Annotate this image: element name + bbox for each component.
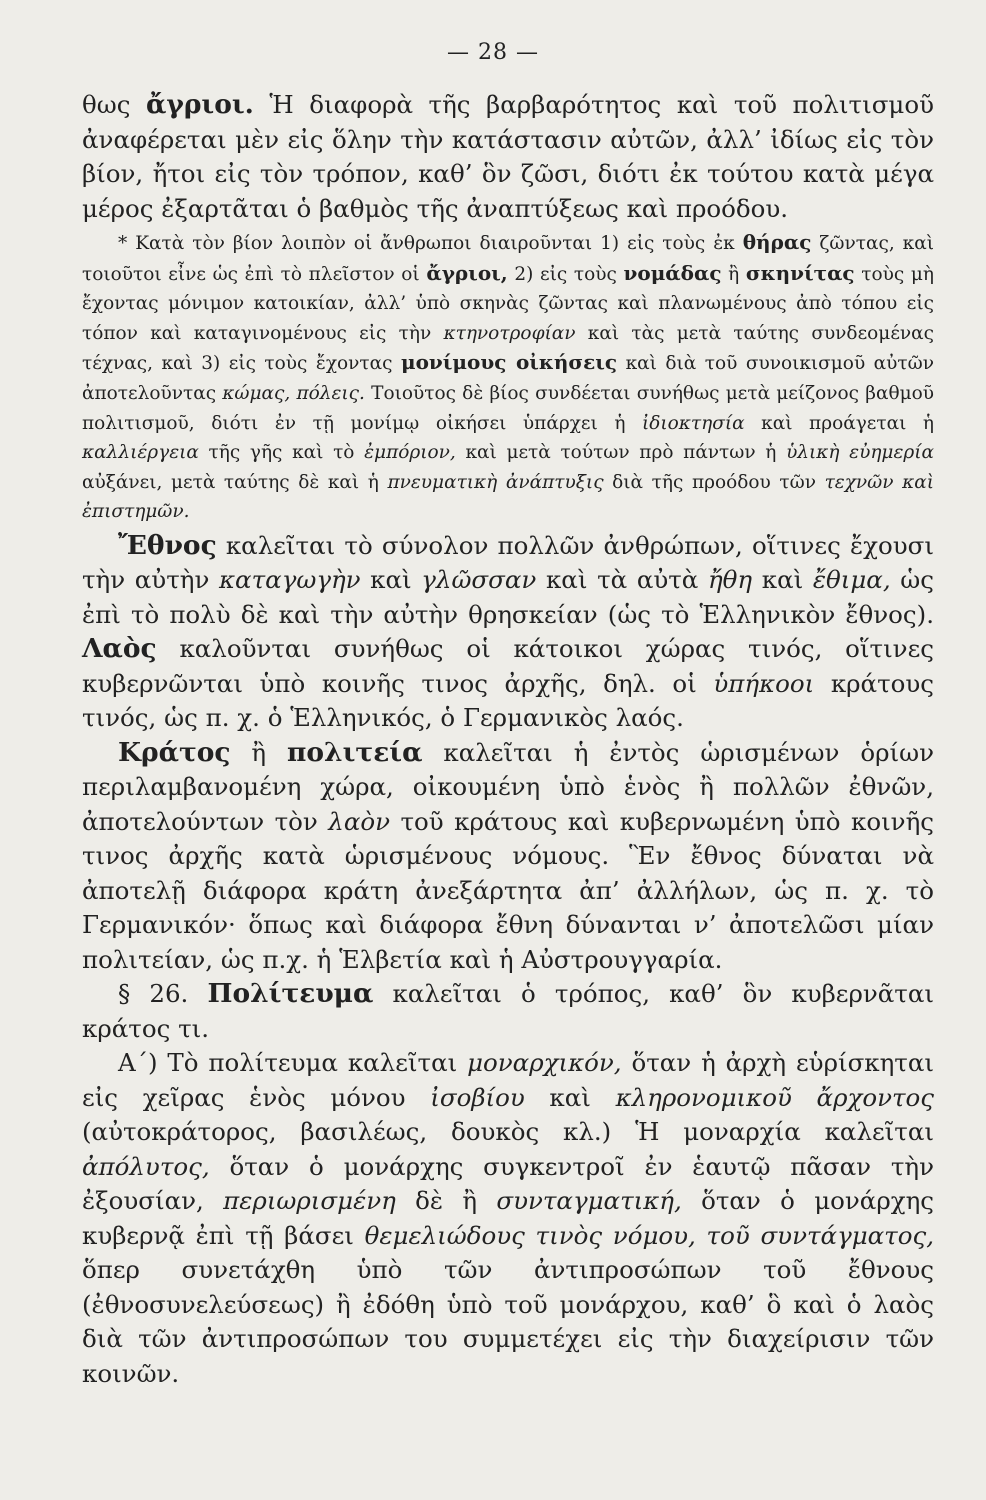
- text: αὐξάνει, μετὰ ταύτης δὲ καὶ ἡ: [82, 471, 388, 493]
- text: καὶ προάγεται ἡ: [744, 412, 934, 434]
- paragraph-state: [82, 736, 934, 978]
- text: ὅταν ἡ ἀρχὴ εὑρίσκηται εἰς χεῖρας ἑνὸς μόνου: [82, 1048, 935, 1112]
- text: δὲ ἢ: [395, 1186, 497, 1216]
- text: τοῦ κράτους καὶ κυβερνωμένη ὑπὸ κοινῆς τινος ἀρχῆς κατὰ ὡρισμένους νόμους. Ἓν ἔθνος δύναται νὰ ἀποτελῇ διάφορα κράτη ἀνεξάρτητα ἀπ’ ἀλλήλων, ὡς π. χ. τὸ Γερμανικόν· ὅπως καὶ διάφορα ἔθνη δύνανται ν’ ἀποτελῶσι μίαν πολιτείαν, ὡς π.χ. ἡ Ἑλβετία καὶ ἡ Αὐστρουγγαρία.: [82, 806, 934, 974]
- bold-term: ἄγριοι.: [146, 89, 254, 120]
- bold-term: μονίμους οἰκήσεις: [400, 350, 618, 375]
- page-body: [82, 88, 934, 1391]
- italic-term: ὑπήκοοι: [713, 668, 815, 698]
- text: καλεῖται τὸ σύνολον πολλῶν ἀνθρώπων, οἵτινες ἔχουσι τὴν αὐτὴν: [82, 530, 934, 595]
- paragraph-section-26: [82, 977, 934, 1046]
- italic-term: λαὸν: [328, 806, 391, 836]
- text: κράτους τινός, ὡς π. χ. ὁ Ἑλληνικός, ὁ Γερμανικὸς λαός.: [82, 668, 935, 733]
- italic-term: συνταγματική,: [496, 1186, 682, 1216]
- text: ζῶντας, καὶ τοιοῦτοι εἶνε ὡς ἐπὶ τὸ πλεῖστον οἱ: [82, 233, 934, 285]
- footnote-ways-of-life: [82, 228, 934, 527]
- italic-term: ἤθη: [708, 565, 753, 595]
- text: Ἡ διαφορὰ τῆς βαρβαρότητος καὶ τοῦ πολιτισμοῦ ἀναφέρεται μὲν εἰς ὅλην τὴν κατάστασιν αὐτῶν, ἀλλ’ ἰδίως εἰς τὸν βίον, ἤτοι εἰς τὸν τρόπον, καθ’ ὃν ζῶσι, διότι ἐκ τούτου κατὰ μέγα μέρος ἐξαρτᾶται ὁ βαθμὸς τῆς ἀναπτύξεως καὶ προόδου.: [82, 90, 934, 223]
- italic-term: καλλιέργεια: [82, 442, 199, 464]
- bold-term: πολιτεία: [287, 736, 423, 768]
- text: 2) εἰς τοὺς: [507, 263, 624, 285]
- text: διὰ τῆς προόδου τῶν: [603, 471, 825, 493]
- italic-term: ἀπόλυτος,: [82, 1151, 210, 1181]
- text: καλοῦνται συνήθως οἱ κάτοικοι χώρας τινός, οἵτινες κυβερνῶνται ὑπὸ κοινῆς τινος ἀρχῆς, δηλ. οἱ: [82, 634, 934, 698]
- italic-term: ἐμπόριον,: [364, 442, 456, 464]
- bold-term: Ἔθνος: [118, 529, 217, 561]
- paragraph-monarchy: [82, 1046, 934, 1391]
- section-mark: § 26.: [118, 979, 208, 1009]
- italic-term: καταγωγὴν: [218, 565, 361, 595]
- text: * Κατὰ τὸν βίον λοιπὸν οἱ ἄνθρωποι διαιροῦνται 1) εἰς τοὺς ἐκ: [118, 233, 743, 254]
- text: τοὺς μὴ ἔχοντας μόνιμον κατοικίαν, ἀλλ’ ὑπὸ σκηνὰς ζῶντας καὶ πλανωμένους ἀπὸ τόπου εἰς τόπον καὶ καταγινομένους εἰς τὴν: [82, 263, 934, 344]
- italic-term: κληρονομικοῦ ἄρχοντος: [615, 1082, 935, 1112]
- text: ὅταν ὁ μονάρχης κυβερνᾷ ἐπὶ τῇ βάσει: [82, 1186, 934, 1250]
- text: ἢ: [721, 263, 746, 285]
- italic-term: τεχνῶν καὶ ἐπιστημῶν.: [82, 471, 934, 523]
- text: Α΄) Τὸ πολίτευμα καλεῖται: [118, 1048, 468, 1078]
- italic-term: ἔθιμα,: [812, 565, 891, 595]
- text: τῆς γῆς καὶ τὸ: [198, 442, 365, 464]
- bold-term: Λαὸς: [82, 633, 157, 665]
- paragraph-savages: [82, 88, 934, 226]
- italic-term: ὑλικὴ εὐημερία: [786, 442, 935, 464]
- text: καλεῖται ὁ τρόπος, καθ’ ὃν κυβερνᾶται κράτος τι.: [82, 979, 934, 1043]
- text: (αὐτοκράτορος, βασιλέως, δουκὸς κλ.) Ἡ μοναρχία καλεῖται: [82, 1117, 934, 1147]
- bold-term: νομάδας: [623, 260, 722, 285]
- text: ὡς ἐπὶ τὸ πολὺ δὲ καὶ τὴν αὐτὴν θρησκείαν (ὡς τὸ Ἑλληνικὸν ἔθνος).: [82, 565, 934, 629]
- italic-term: μοναρχικόν,: [467, 1048, 622, 1078]
- bold-term: σκηνίτας: [745, 260, 855, 285]
- text: καὶ: [752, 565, 813, 595]
- text: ὅταν ὁ μονάρχης συγκεντροῖ ἐν ἑαυτῷ πᾶσαν τὴν ἐξουσίαν,: [82, 1151, 934, 1216]
- text: καὶ τὰς μετὰ ταύτης συνδεομένας τέχνας, καὶ 3) εἰς τοὺς ἔχοντας: [82, 322, 935, 375]
- text: καλεῖται ἡ ἐντὸς ὡρισμένων ὁρίων περιλαμβανομένη χώρα, οἰκουμένη ὑπὸ ἑνὸς ἢ πολλῶν ἐθνῶν, ἀποτελούντων τὸν: [82, 737, 934, 836]
- text: καὶ τὰ αὐτὰ: [536, 565, 708, 595]
- bold-term: Πολίτευμα: [207, 978, 374, 1010]
- text: καὶ διὰ τοῦ συνοικισμοῦ αὐτῶν ἀποτελοῦντας: [82, 353, 934, 404]
- text: καὶ: [524, 1082, 616, 1112]
- paragraph-nation-people: [82, 529, 934, 736]
- italic-term: κώμας, πόλεις.: [222, 382, 365, 404]
- text: ἢ: [230, 737, 288, 767]
- text: ὅπερ συνετάχθη ὑπὸ τῶν ἀντιπροσώπων τοῦ ἔθνους (ἐθνοσυνελεύσεως) ἢ ἐδόθη ὑπὸ τοῦ μονάρχου, καθ’ ὃ καὶ ὁ λαὸς διὰ τῶν ἀντιπροσώπων του συμμετέχει εἰς τὴν διαχείρισιν τῶν κοινῶν.: [82, 1255, 934, 1388]
- italic-term: γλῶσσαν: [421, 565, 537, 595]
- italic-term: θεμελιώδους τινὸς νόμου, τοῦ συντάγματος,: [364, 1220, 934, 1250]
- italic-term: περιωρισμένη: [223, 1186, 396, 1216]
- text: καὶ: [360, 565, 422, 595]
- text: Τοιοῦτος δὲ βίος συνδέεται συνήθως μετὰ μείζονος βαθμοῦ πολιτισμοῦ, διότι ἐν τῇ μονίμῳ οἰκήσει ὑπάρχει ἡ: [82, 382, 934, 434]
- italic-term: ἰσοβίου: [430, 1082, 525, 1112]
- bold-term: θήρας: [742, 230, 812, 254]
- italic-term: ἰδιοκτησία: [641, 412, 745, 434]
- page-number: — 28 —: [447, 40, 539, 65]
- italic-term: κτηνοτροφίαν: [443, 322, 576, 344]
- text: θως: [82, 90, 146, 119]
- bold-term: ἄγριοι,: [426, 260, 508, 285]
- bold-term: Κράτος: [118, 736, 231, 768]
- text: καὶ μετὰ τούτων πρὸ πάντων ἡ: [455, 442, 787, 464]
- italic-term: πνευματικὴ ἀνάπτυξις: [387, 471, 604, 493]
